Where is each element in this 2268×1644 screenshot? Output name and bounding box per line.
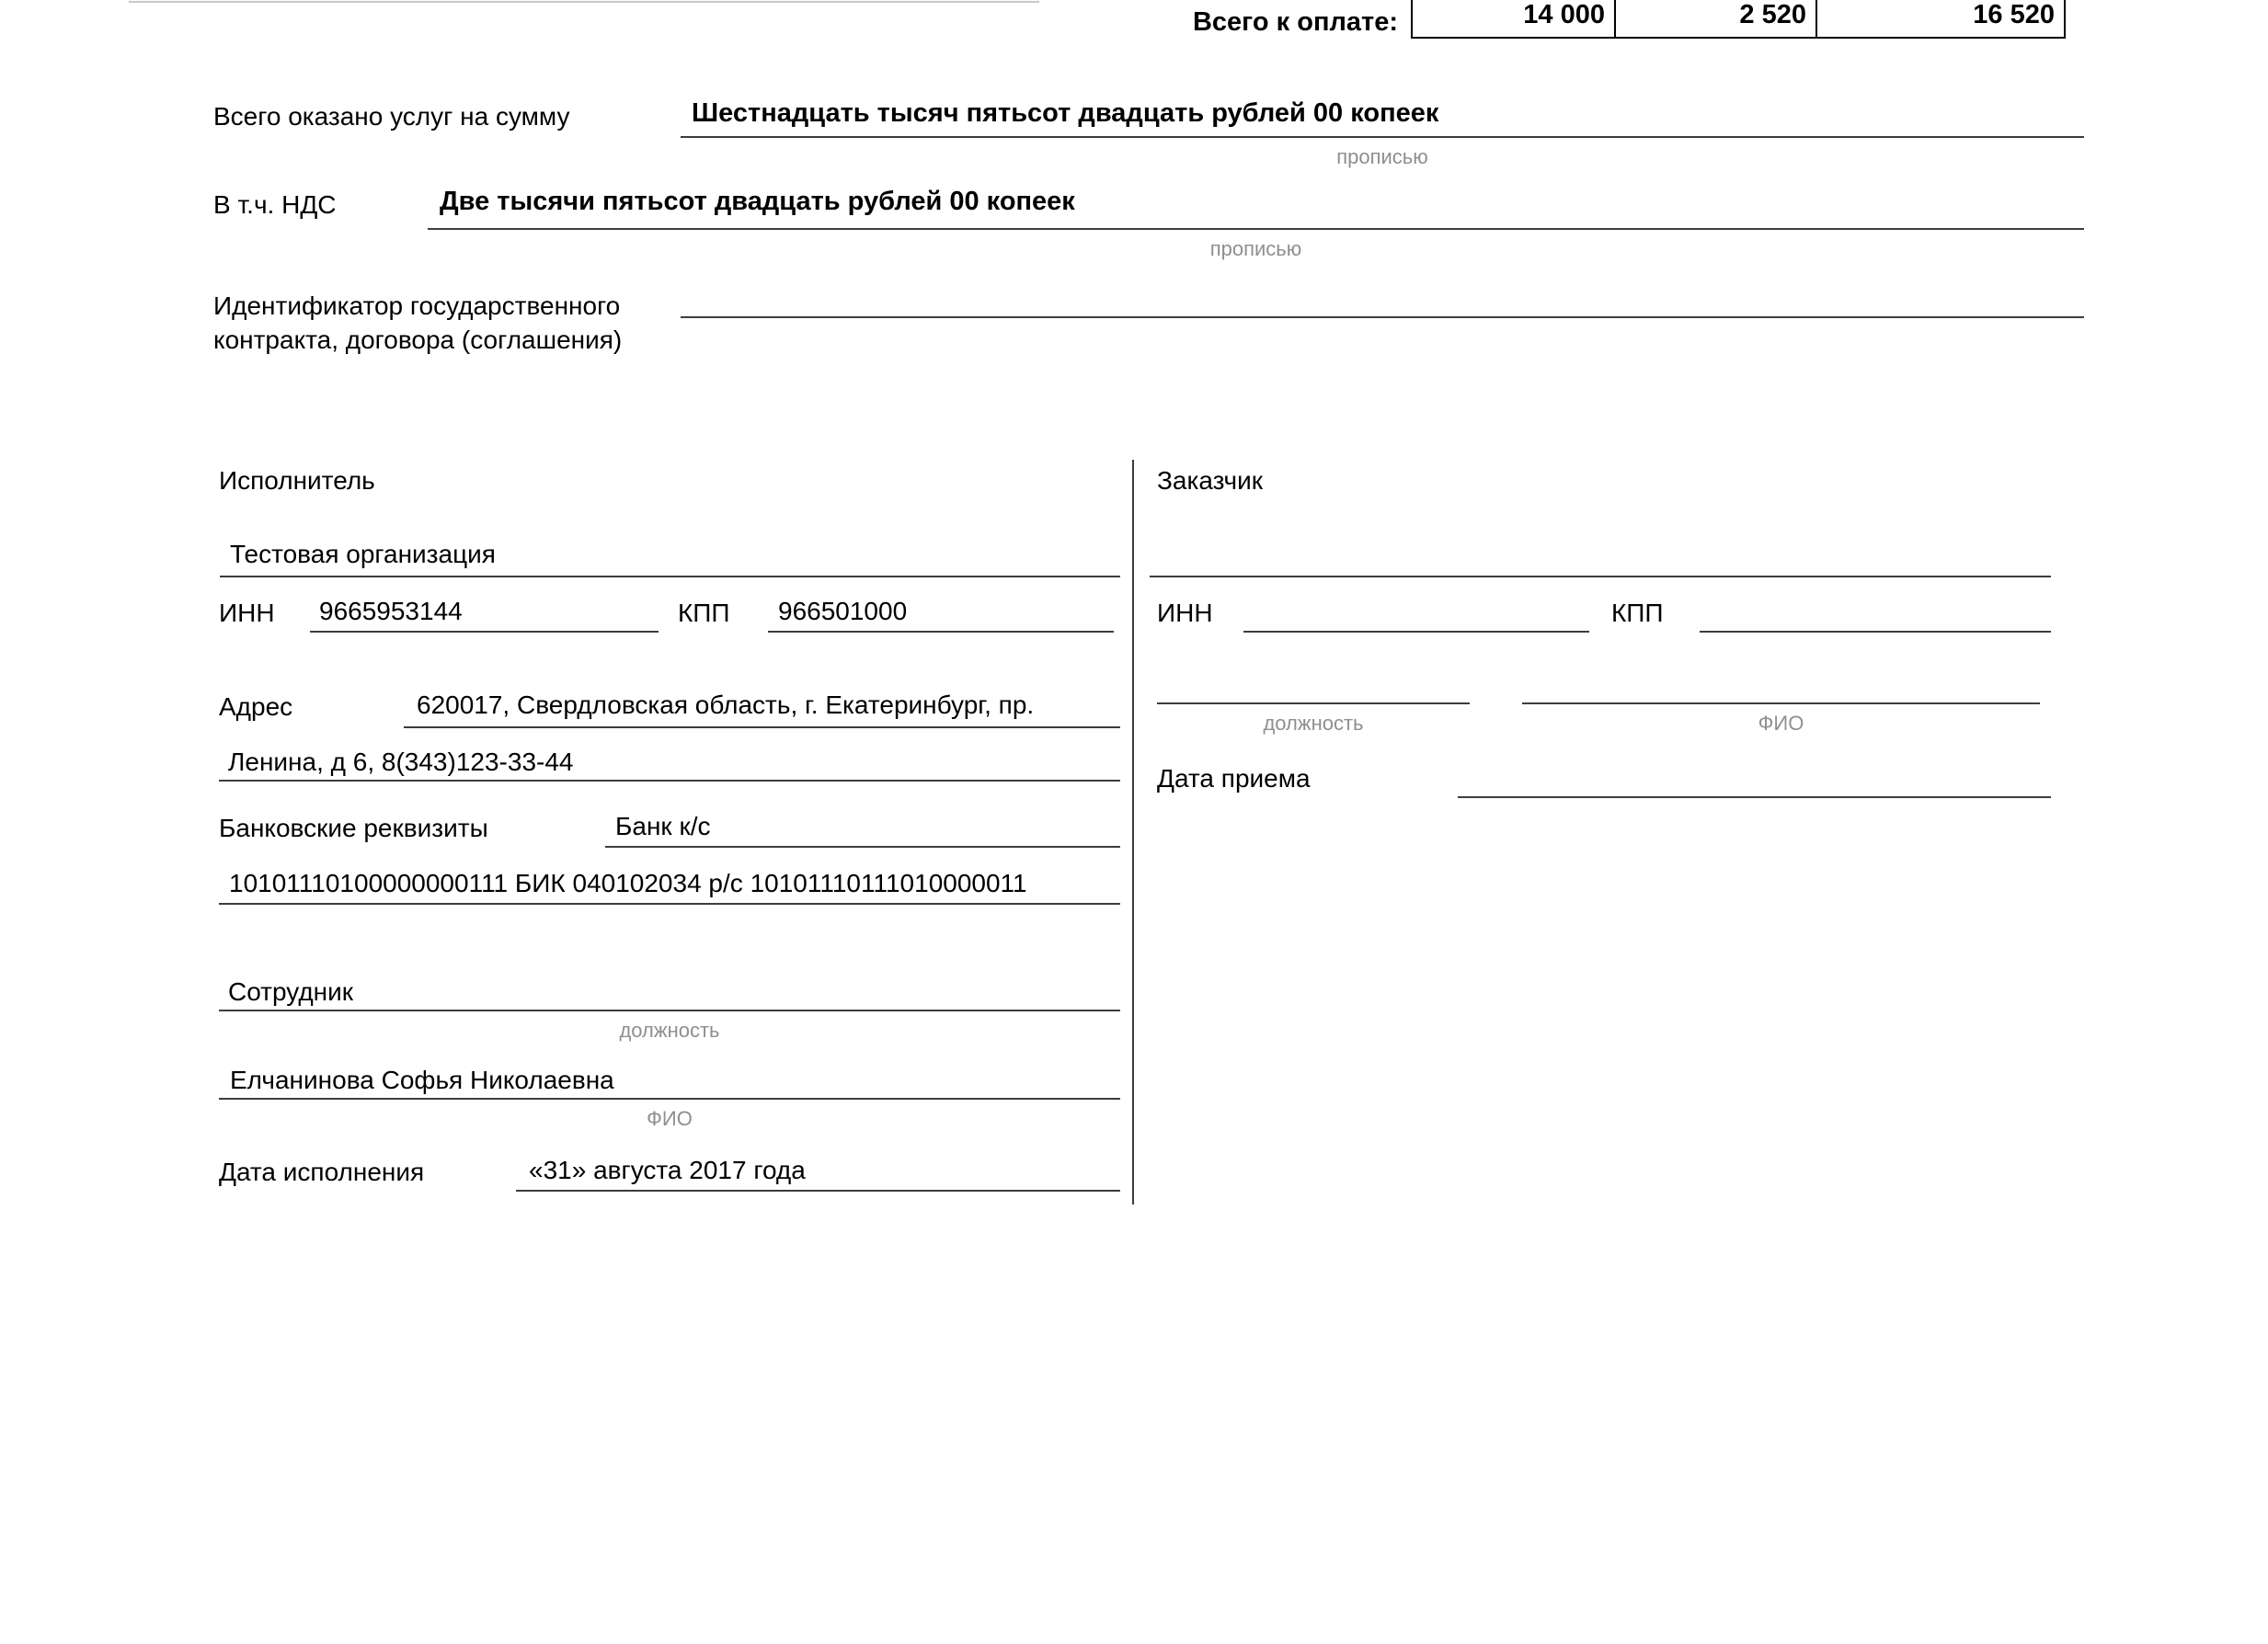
contract-id-label: Идентификатор государственного контракта, договора (соглашения)	[213, 291, 623, 354]
sum-words-underline	[681, 136, 2084, 138]
customer-fio-hint: ФИО	[1758, 712, 1804, 735]
executor-position-hint: должность	[619, 1019, 720, 1042]
executor-kpp-underline	[768, 631, 1114, 633]
customer-title: Заказчик	[1157, 466, 1263, 495]
executor-title: Исполнитель	[219, 466, 375, 495]
sum-words-hint: прописью	[1336, 145, 1428, 168]
vat-words-value: Две тысячи пятьсот двадцать рублей 00 копеек	[440, 187, 1075, 216]
executor-fio-value: Елчанинова Софья Николаевна	[230, 1066, 614, 1094]
totals-cell-total: 16 520	[1816, 0, 2064, 37]
executor-fio-underline	[219, 1098, 1120, 1100]
executor-inn-value: 9665953144	[319, 597, 463, 625]
customer-inn-blank-line	[1243, 631, 1589, 633]
executor-org-underline	[220, 576, 1120, 577]
executor-bank-line1: Банк к/с	[615, 812, 711, 840]
customer-position-blank-line	[1157, 702, 1470, 704]
executor-inn-underline	[310, 631, 659, 633]
contract-id-blank-line	[681, 316, 2084, 318]
customer-inn-label: ИНН	[1157, 599, 1213, 627]
executor-bank-underline2	[219, 903, 1120, 905]
customer-org-blank-line	[1150, 576, 2051, 577]
totals-cell-vat: 2 520	[1614, 0, 1816, 37]
executor-address-line1: 620017, Свердловская область, г. Екатеринбург, пр.	[417, 691, 1035, 719]
executor-date-value: «31» августа 2017 года	[529, 1156, 806, 1184]
totals-cell-sum: 14 000	[1523, 0, 1605, 29]
customer-fio-blank-line	[1522, 702, 2040, 704]
executor-position-value: Сотрудник	[228, 977, 354, 1006]
customer-kpp-label: КПП	[1611, 599, 1664, 627]
top-table-edge-line	[129, 1, 1039, 3]
customer-position-hint: должность	[1263, 712, 1364, 735]
executor-bank-underline1	[605, 846, 1120, 848]
executor-address-label: Адрес	[219, 692, 293, 721]
customer-date-blank-line	[1458, 796, 2051, 798]
executor-position-underline	[219, 1010, 1120, 1011]
executor-inn-label: ИНН	[219, 599, 275, 627]
customer-kpp-blank-line	[1700, 631, 2051, 633]
columns-divider	[1132, 460, 1134, 1204]
customer-date-label: Дата приема	[1157, 764, 1311, 793]
executor-address-underline2	[219, 780, 1120, 782]
totals-label: Всего к оплате:	[1192, 7, 1398, 37]
executor-address-line2: Ленина, д 6, 8(343)123-33-44	[228, 748, 574, 776]
sum-words-value: Шестнадцать тысяч пятьсот двадцать рублей 00 копеек	[692, 98, 1439, 128]
vat-words-label: В т.ч. НДС	[213, 190, 337, 219]
executor-org-name: Тестовая организация	[230, 540, 496, 568]
executor-bank-line2: 10101110100000000111 БИК 040102034 р/с 10101110111010000011	[229, 869, 1027, 897]
executor-bank-label: Банковские реквизиты	[219, 814, 488, 842]
executor-address-underline1	[404, 726, 1120, 728]
sum-words-label: Всего оказано услуг на сумму	[213, 102, 570, 131]
executor-date-label: Дата исполнения	[219, 1158, 425, 1186]
executor-kpp-value: 966501000	[778, 597, 908, 625]
totals-table	[1411, 0, 2066, 39]
executor-kpp-label: КПП	[678, 599, 730, 627]
executor-fio-hint: ФИО	[647, 1107, 693, 1130]
executor-date-underline	[516, 1190, 1120, 1192]
vat-words-underline	[428, 228, 2084, 230]
vat-words-hint: прописью	[1209, 237, 1302, 260]
